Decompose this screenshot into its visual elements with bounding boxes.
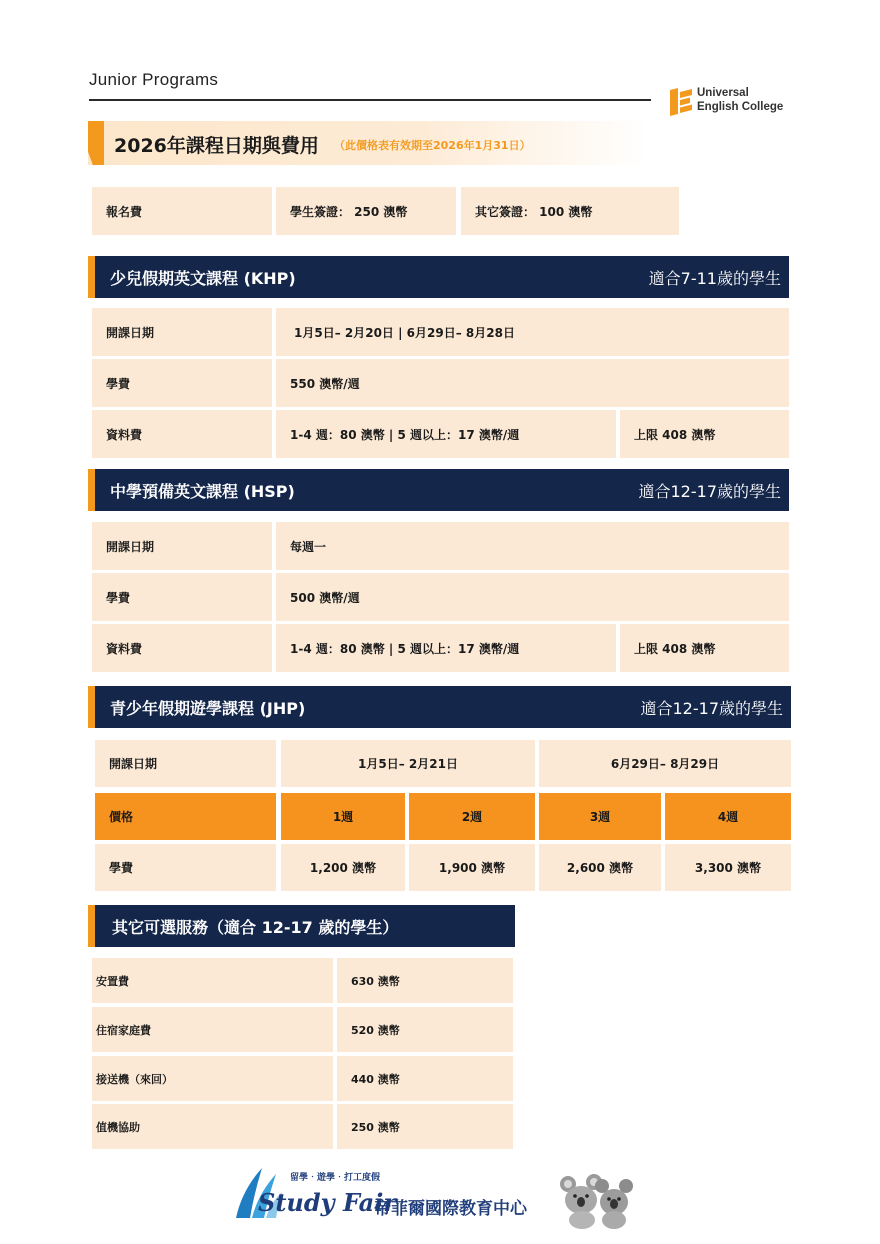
jhp-date-2: 6月29日– 8月29日 — [539, 740, 791, 787]
optional-label-2: 住宿家庭費 — [92, 1007, 333, 1052]
optional-label-3: 接送機（來回） — [92, 1056, 333, 1101]
enrolment-fee-label: 報名費 — [92, 187, 272, 235]
optional-label-4: 值機協助 — [92, 1104, 333, 1149]
jhp-date-1: 1月5日– 2月21日 — [281, 740, 535, 787]
jhp-title: 青少年假期遊學課程 (JHP) — [110, 699, 306, 718]
page-header-title: Junior Programs — [89, 70, 219, 89]
khp-tuition-value: 550 澳幣/週 — [276, 359, 789, 407]
hsp-tuition-value: 500 澳幣/週 — [276, 573, 789, 621]
hsp-section-bar — [88, 469, 789, 511]
banner-accent — [88, 121, 104, 165]
section-accent — [88, 469, 95, 511]
header-divider — [89, 99, 651, 101]
koala-icon — [558, 1174, 634, 1230]
optional-section-bar — [88, 905, 515, 947]
jhp-fee-3: 2,600 澳幣 — [539, 844, 661, 891]
jhp-age: 適合12-17歲的學生 — [640, 699, 783, 718]
khp-dates-value: 1月5日– 2月20日 | 6月29日– 8月28日 — [276, 308, 789, 356]
study-fair-logo — [232, 1164, 642, 1230]
khp-dates-label: 開課日期 — [92, 308, 272, 356]
section-accent — [88, 256, 95, 298]
other-visa-fee: 其它簽證： 100 澳幣 — [461, 187, 679, 235]
uec-logo-icon — [670, 88, 692, 116]
uec-logo — [670, 86, 810, 120]
jhp-tuition-label: 學費 — [95, 844, 276, 891]
optional-value-2: 520 澳幣 — [337, 1007, 513, 1052]
optional-value-1: 630 澳幣 — [337, 958, 513, 1003]
khp-material-cap: 上限 408 澳幣 — [620, 410, 789, 458]
jhp-dates-label: 開課日期 — [95, 740, 276, 787]
banner-validity-note: （此價格表有效期至2026年1月31日） — [334, 139, 531, 152]
student-visa-fee: 學生簽證： 250 澳幣 — [276, 187, 456, 235]
optional-label-1: 安置費 — [92, 958, 333, 1003]
khp-material-value: 1-4 週：80 澳幣 | 5 週以上：17 澳幣/週 — [276, 410, 616, 458]
logo-line-1: Universal — [697, 87, 749, 99]
jhp-week-2: 2週 — [409, 793, 535, 840]
section-accent — [88, 686, 95, 728]
khp-tuition-label: 學費 — [92, 359, 272, 407]
banner-title: 2026年課程日期與費用 — [114, 135, 319, 157]
hsp-dates-label: 開課日期 — [92, 522, 272, 570]
hsp-material-cap: 上限 408 澳幣 — [620, 624, 789, 672]
khp-section-bar — [88, 256, 789, 298]
hsp-dates-value: 每週一 — [276, 522, 789, 570]
optional-value-3: 440 澳幣 — [337, 1056, 513, 1101]
hsp-title: 中學預備英文課程 (HSP) — [110, 482, 295, 501]
hsp-material-label: 資料費 — [92, 624, 272, 672]
section-accent — [88, 905, 95, 947]
jhp-price-label: 價格 — [95, 793, 276, 840]
jhp-week-1: 1週 — [281, 793, 405, 840]
hsp-tuition-label: 學費 — [92, 573, 272, 621]
optional-title: 其它可選服務（適合 12-17 歲的學生） — [112, 918, 399, 937]
khp-age: 適合7-11歲的學生 — [648, 269, 781, 288]
jhp-week-4: 4週 — [665, 793, 791, 840]
logo-line-2: English College — [697, 101, 784, 113]
jhp-fee-4: 3,300 澳幣 — [665, 844, 791, 891]
jhp-section-bar — [88, 686, 791, 728]
optional-value-4: 250 澳幣 — [337, 1104, 513, 1149]
footer-chinese-name: 帝菲爾國際教育中心 — [374, 1199, 527, 1219]
footer-brand: Study Fair — [258, 1188, 396, 1217]
hsp-material-value: 1-4 週：80 澳幣 | 5 週以上：17 澳幣/週 — [276, 624, 616, 672]
khp-material-label: 資料費 — [92, 410, 272, 458]
jhp-fee-2: 1,900 澳幣 — [409, 844, 535, 891]
footer-tagline: 留學‧遊學‧打工度假 — [290, 1173, 381, 1183]
jhp-week-3: 3週 — [539, 793, 661, 840]
hsp-age: 適合12-17歲的學生 — [638, 482, 781, 501]
jhp-fee-1: 1,200 澳幣 — [281, 844, 405, 891]
khp-title: 少兒假期英文課程 (KHP) — [110, 269, 296, 288]
